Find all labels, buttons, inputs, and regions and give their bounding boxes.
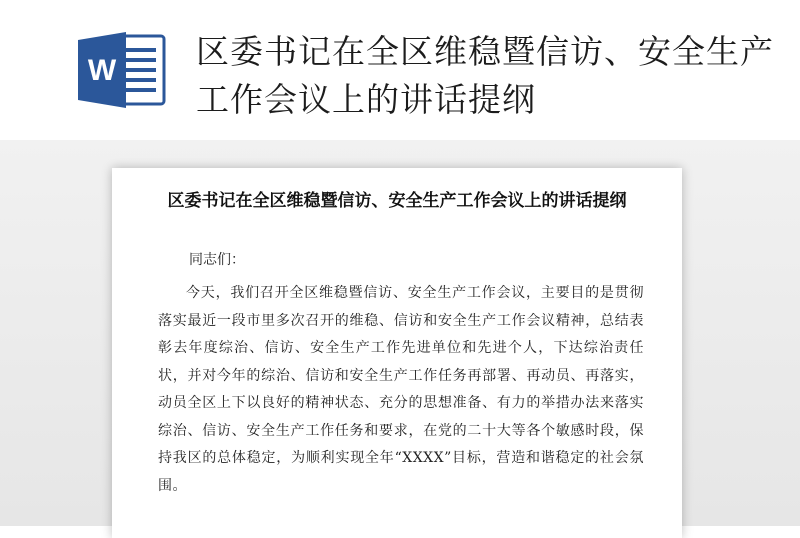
document-title: 区委书记在全区维稳暨信访、安全生产工作会议上的讲话提纲 — [167, 191, 627, 211]
document-page — [112, 168, 682, 538]
document-paragraph: 今天，我们召开全区维稳暨信访、安全生产工作会议，主要目的是贯彻落实最近一段市里多次召开的维稳、信访和安全生产工作会议精神，总结表彰去年度综治、信访、安全生产工作先进单位和先进个人，下达综治责任状，并对今年的综治、信访和安全生产工作任务再部署、再动员、再落实，动员全区上下以良好的精神状态、充分的思想准备、有力的举措办法来落实综治、信访、安全生产工作任务和要求，在党的二十大等各个敏感时段，保持我区的总体稳定，为顺利实现全年“XXXX”目标，营造和谐稳定的社会氛围。 — [158, 285, 644, 494]
page-title: 区委书记在全区维稳暨信访、安全生产工作会议上的讲话提纲 — [196, 32, 774, 119]
document-salutation: 同志们： — [189, 252, 245, 268]
word-icon-letter: W — [87, 54, 117, 87]
word-document-icon — [76, 30, 168, 110]
header-banner — [0, 0, 800, 140]
